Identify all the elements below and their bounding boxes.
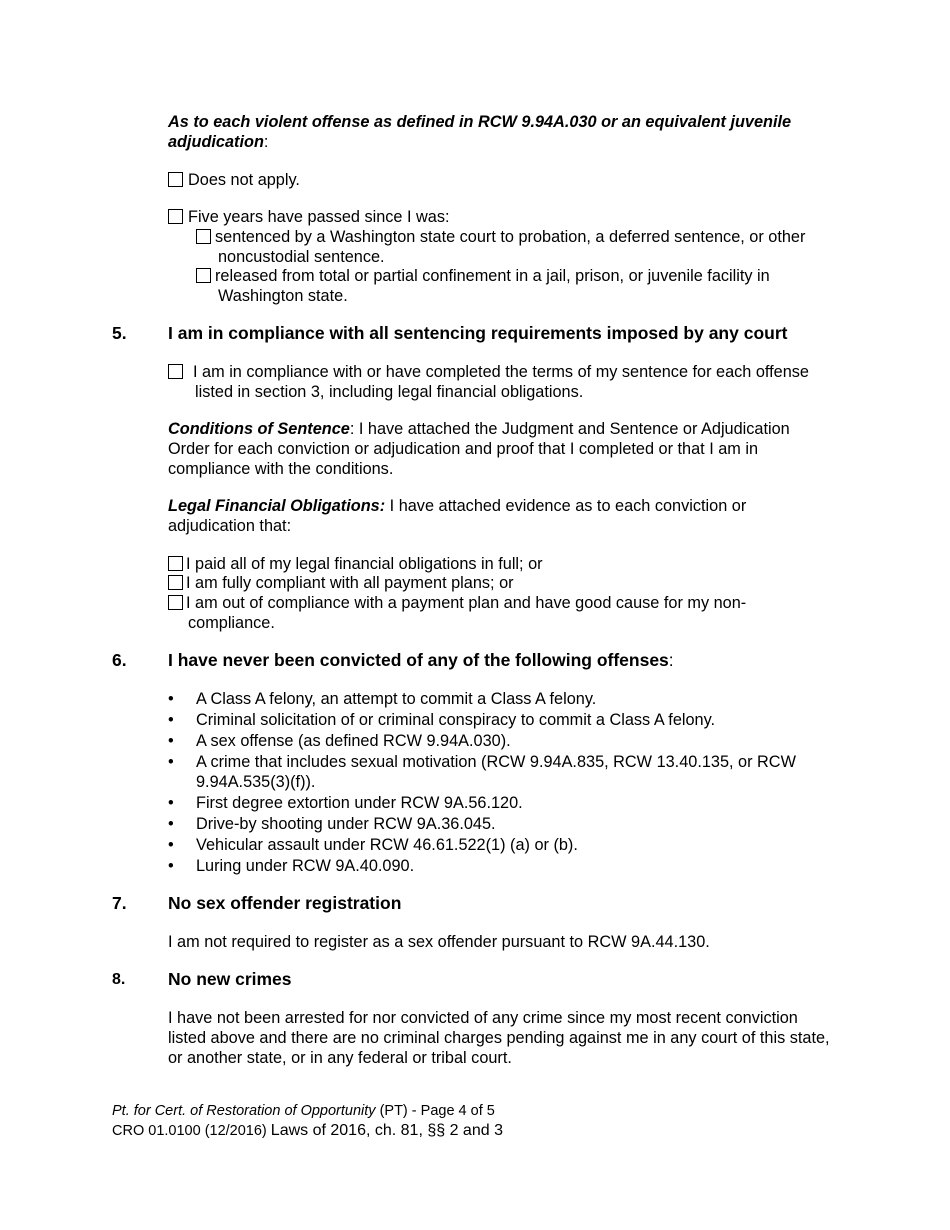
violent-offense-heading-text: As to each violent offense as defined in RCW 9.94A.030 or an equivalent juvenile adjudication bbox=[168, 113, 792, 151]
list-item: • Vehicular assault under RCW 46.61.522(1) (a) or (b). bbox=[168, 835, 838, 855]
footer-form-title: Pt. for Cert. of Restoration of Opportunity bbox=[112, 1103, 376, 1119]
sentenced-label: sentenced by a Washington state court to probation, a deferred sentence, or other noncustodial sentence. bbox=[215, 228, 806, 266]
section-8-text: I have not been arrested for nor convicted of any crime since my most recent conviction listed above and there are no criminal charges pending against me in any court of this state, or another state, or in any federal or tribal court. bbox=[168, 1009, 830, 1067]
section-8-title: No new crimes bbox=[168, 969, 292, 989]
lfo-option-paid bbox=[168, 554, 828, 574]
released-label: released from total or partial confinement in a jail, prison, or juvenile facility in Washington state. bbox=[215, 267, 770, 305]
legal-financial-obligations bbox=[168, 496, 833, 536]
five-years-checkbox[interactable] bbox=[168, 209, 183, 224]
page-footer bbox=[112, 1101, 503, 1141]
list-item: • First degree extortion under RCW 9A.56.120. bbox=[168, 793, 838, 813]
section-6-title-text: I have never been convicted of any of the following offenses bbox=[168, 650, 669, 670]
footer-form-line bbox=[112, 1101, 503, 1121]
footer-form-code: CRO 01.0100 (12/2016) bbox=[112, 1123, 271, 1139]
footer-code-line bbox=[112, 1121, 503, 1141]
section-5-number: 5. bbox=[112, 323, 127, 343]
list-item: • A sex offense (as defined RCW 9.94A.030). bbox=[168, 731, 838, 751]
five-years-label: Five years have passed since I was: bbox=[188, 208, 450, 226]
does-not-apply-option bbox=[168, 170, 828, 190]
conditions-text: : I have attached the Judgment and Sentence or Adjudication Order for each conviction or adjudication and proof that I completed or that I am in compliance with the conditions. bbox=[168, 420, 790, 478]
lfo-label: Legal Financial Obligations: bbox=[168, 497, 386, 515]
section-5-title: I am in compliance with all sentencing requirements imposed by any court bbox=[168, 323, 788, 343]
lfo-noncompliant-label: I am out of compliance with a payment plan and have good cause for my non-compliance. bbox=[186, 594, 747, 632]
five-years-option bbox=[168, 207, 828, 227]
lfo-option-compliant bbox=[168, 573, 828, 593]
lfo-option-noncompliant bbox=[168, 593, 808, 633]
released-checkbox[interactable] bbox=[196, 268, 211, 283]
compliance-option bbox=[168, 362, 820, 402]
list-item: • Luring under RCW 9A.40.090. bbox=[168, 856, 838, 876]
compliance-label: I am in compliance with or have completed the terms of my sentence for each offense listed in section 3, including legal financial obligations. bbox=[193, 363, 809, 401]
list-item: • Criminal solicitation of or criminal conspiracy to commit a Class A felony. bbox=[168, 710, 838, 730]
conditions-label: Conditions of Sentence bbox=[168, 420, 350, 438]
footer-page-number: (PT) - Page 4 of 5 bbox=[375, 1103, 495, 1119]
section-8-number: 8. bbox=[112, 971, 126, 988]
violent-offense-heading bbox=[168, 112, 848, 152]
lfo-noncompliant-checkbox[interactable] bbox=[168, 595, 183, 610]
footer-law-ref: Laws of 2016, ch. 81, §§ 2 and 3 bbox=[270, 1122, 503, 1139]
offense-list bbox=[168, 689, 838, 877]
section-6-number: 6. bbox=[112, 650, 127, 670]
lfo-paid-checkbox[interactable] bbox=[168, 556, 183, 571]
section-6-title bbox=[168, 650, 674, 670]
lfo-paid-label: I paid all of my legal financial obligations in full; or bbox=[186, 555, 543, 573]
does-not-apply-label: Does not apply. bbox=[188, 171, 300, 189]
sentenced-option bbox=[196, 227, 848, 267]
section-6-colon: : bbox=[668, 650, 674, 670]
section-7-number: 7. bbox=[112, 893, 127, 913]
heading-colon: : bbox=[263, 133, 269, 151]
lfo-compliant-checkbox[interactable] bbox=[168, 575, 183, 590]
lfo-text: I have attached evidence as to each conviction or adjudication that: bbox=[168, 497, 747, 535]
compliance-checkbox[interactable] bbox=[168, 364, 183, 379]
lfo-compliant-label: I am fully compliant with all payment plans; or bbox=[186, 574, 514, 592]
released-option bbox=[196, 266, 848, 306]
section-7-text: I am not required to register as a sex offender pursuant to RCW 9A.44.130. bbox=[168, 933, 710, 951]
does-not-apply-checkbox[interactable] bbox=[168, 172, 183, 187]
list-item: • Drive-by shooting under RCW 9A.36.045. bbox=[168, 814, 838, 834]
section-7-title: No sex offender registration bbox=[168, 893, 402, 913]
sentenced-checkbox[interactable] bbox=[196, 229, 211, 244]
conditions-of-sentence bbox=[168, 419, 833, 479]
list-item: • A crime that includes sexual motivation (RCW 9.94A.835, RCW 13.40.135, or RCW 9.94A.535(3)(f)). bbox=[168, 752, 838, 792]
list-item: • A Class A felony, an attempt to commit a Class A felony. bbox=[168, 689, 838, 709]
